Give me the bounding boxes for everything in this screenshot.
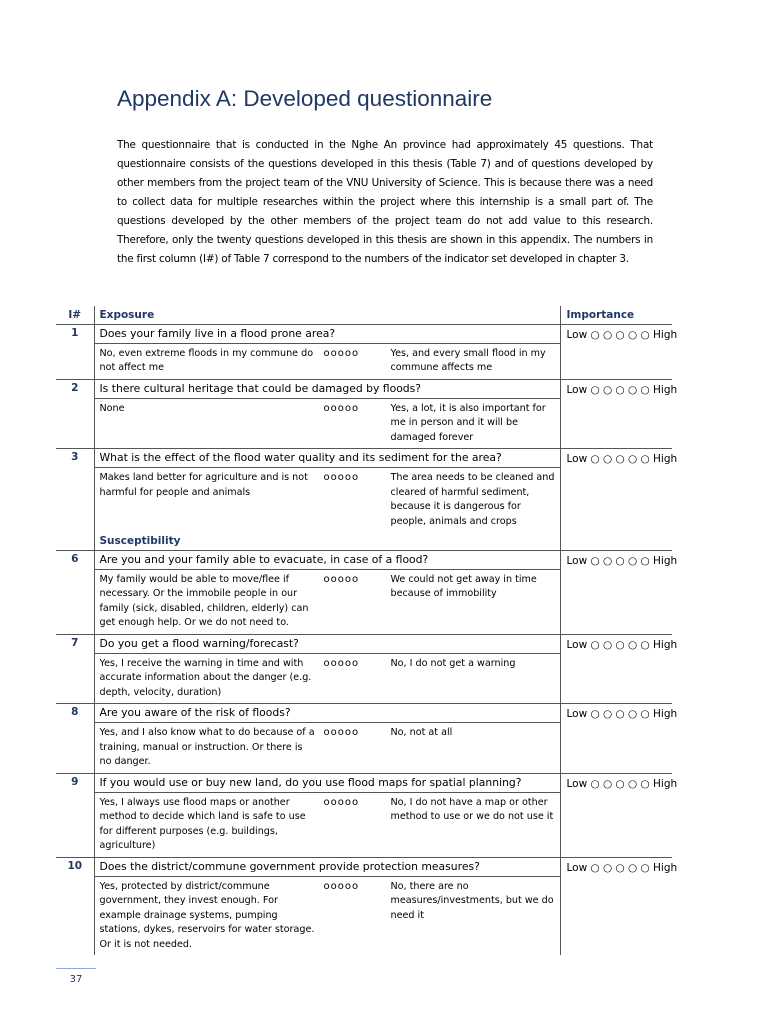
answer-scale [95, 793, 560, 857]
intro-paragraph: The questionnaire that is conducted in the Nghe An province had approximately 45 questions. That questionnaire consists of the questions developed in this thesis (Table 7) and of questions developed by other members from the project team of the VNU University of Science. This is because there was a need to collect data for multiple researches within the project where this internship is a small part of. The questions developed by the other members of the project team do not add value to this research. Therefore, only the twenty questions developed in this thesis are shown in this appendix. The numbers in the first column (I#) of Table 7 correspond to the numbers of the indicator set developed in chapter 3. [117, 139, 653, 265]
importance-rating[interactable]: Low ○ ○ ○ ○ ○ High [560, 773, 672, 857]
question-row [56, 550, 672, 634]
page-number: 37 [56, 968, 96, 985]
rating-circles[interactable]: ooooo [323, 880, 360, 892]
answer-scale [95, 468, 560, 532]
table-header-row [56, 306, 672, 324]
high-answer-text: Yes, and every small flood in my commune affects me [390, 347, 546, 373]
low-answer-text: None [99, 402, 125, 414]
rating-circles[interactable]: ooooo [323, 657, 360, 669]
exposure-table [56, 306, 678, 532]
high-answer-text: No, not at all [390, 727, 453, 738]
high-answer-text: Yes, a lot, it is also important for me in person and it will be damaged forever [390, 402, 546, 443]
question-number: 9 [56, 773, 94, 857]
question-text: If you would use or buy new land, do you use flood maps for spatial planning? [95, 774, 560, 793]
question-text: What is the effect of the flood water quality and its sediment for the area? [95, 449, 560, 468]
low-answer-text: Yes, I always use flood maps or another method to decide which land is safe to use for different purposes (e.g. buildings, agriculture) [99, 796, 306, 851]
question-number: 1 [56, 324, 94, 379]
high-answer-text: No, I do not get a warning [390, 657, 516, 669]
importance-rating[interactable]: Low ○ ○ ○ ○ ○ High [560, 634, 672, 704]
column-header-importance: Importance [560, 306, 672, 324]
high-answer-text: We could not get away in time because of immobility [390, 573, 537, 599]
low-answer-text: My family would be able to move/flee if necessary. Or the immobile people in our family (sick, disabled, children, elderly) can get enough help. Or we do not need to. [99, 573, 309, 628]
high-answer-text: No, there are no measures/investments, but we do need it [390, 880, 554, 921]
question-text: Does the district/commune government provide protection measures? [95, 858, 560, 877]
low-answer-text: Yes, protected by district/commune government, they invest enough. For example drainage systems, pumping stations, dykes, reservoirs for water storage. Or it is not needed. [99, 880, 315, 950]
question-number: 3 [56, 449, 94, 533]
low-answer-text: No, even extreme floods in my commune do not affect me [99, 347, 314, 373]
question-row [56, 704, 672, 774]
answer-scale [95, 877, 560, 956]
question-row [56, 379, 672, 449]
high-answer-text: The area needs to be cleaned and cleared of harmful sediment, because it is dangerous for people, animals and crops [390, 472, 555, 527]
question-row [56, 324, 672, 379]
section-header-row [56, 532, 672, 550]
rating-circles[interactable]: ooooo [323, 472, 360, 483]
question-row [56, 857, 672, 955]
question-number: 8 [56, 704, 94, 774]
question-text: Is there cultural heritage that could be damaged by floods? [95, 380, 560, 399]
question-row [56, 634, 672, 704]
question-number: 7 [56, 634, 94, 704]
low-answer-text: Yes, I receive the warning in time and with accurate information about the danger (e.g. depth, velocity, duration) [99, 657, 312, 698]
answer-scale [95, 570, 560, 634]
importance-rating[interactable]: Low ○ ○ ○ ○ ○ High [560, 857, 672, 955]
importance-rating[interactable]: Low ○ ○ ○ ○ ○ High [560, 379, 672, 449]
rating-circles[interactable]: ooooo [323, 573, 360, 585]
rating-circles[interactable]: ooooo [323, 727, 360, 738]
importance-rating[interactable]: Low ○ ○ ○ ○ ○ High [560, 324, 672, 379]
importance-rating[interactable]: Low ○ ○ ○ ○ ○ High [560, 550, 672, 634]
question-text: Are you and your family able to evacuate, in case of a flood? [95, 551, 560, 570]
importance-rating[interactable]: Low ○ ○ ○ ○ ○ High [560, 704, 672, 774]
section-title-susceptibility: Susceptibility [94, 532, 560, 550]
answer-scale [95, 654, 560, 704]
question-row [56, 773, 672, 857]
answer-scale [95, 399, 560, 449]
question-number: 6 [56, 550, 94, 634]
rating-circles[interactable]: ooooo [323, 347, 360, 359]
rating-circles[interactable]: ooooo [323, 796, 360, 808]
question-text: Do you get a flood warning/forecast? [95, 635, 560, 654]
high-answer-text: No, I do not have a map or other method to use or we do not use it [390, 796, 554, 822]
susceptibility-table [56, 532, 678, 955]
column-header-number: I# [56, 306, 94, 324]
question-row [56, 449, 672, 533]
answer-scale [95, 723, 560, 773]
rating-circles[interactable]: ooooo [323, 402, 360, 414]
low-answer-text: Makes land better for agriculture and is not harmful for people and animals [99, 472, 308, 498]
answer-scale [95, 344, 560, 379]
page-title: Appendix A: Developed questionnaire [117, 86, 493, 111]
importance-rating[interactable]: Low ○ ○ ○ ○ ○ High [560, 449, 672, 533]
question-number: 2 [56, 379, 94, 449]
low-answer-text: Yes, and I also know what to do because of a training, manual or instruction. Or there is no danger. [99, 727, 315, 767]
section-title-exposure: Exposure [94, 306, 560, 324]
question-text: Does your family live in a flood prone area? [95, 325, 560, 344]
question-text: Are you aware of the risk of floods? [95, 704, 560, 723]
question-number: 10 [56, 857, 94, 955]
